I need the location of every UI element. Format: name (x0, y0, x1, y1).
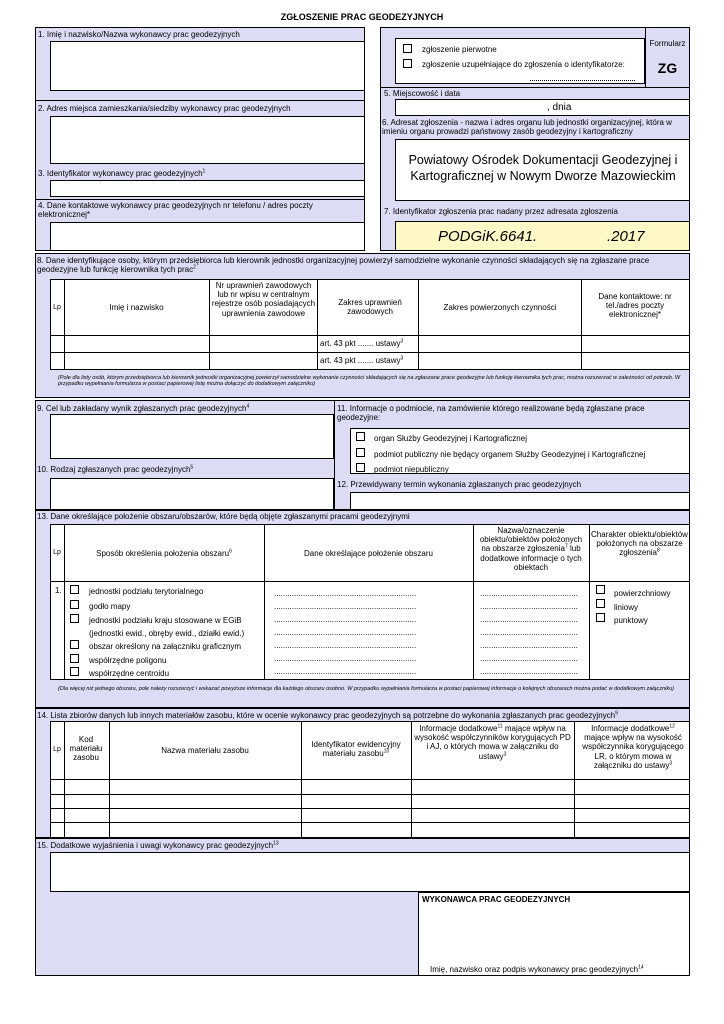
table-row-line (50, 822, 690, 823)
option-supplement-label: zgłoszenie uzupełniające do zgłoszenia o identyfikatorze: (422, 60, 625, 69)
work-type-field[interactable] (50, 478, 334, 510)
applicant-identifier-field[interactable] (50, 180, 365, 197)
col-contact: Dane kontaktowe: nr tel./adres poczty elektronicznej* (598, 292, 672, 320)
section-1-label: 1. Imię i nazwisko/Nazwa wykonawcy prac geodezyjnych (38, 30, 240, 39)
checkbox-supplement[interactable] (403, 59, 412, 68)
checkbox-client-public[interactable] (356, 448, 365, 457)
divider (334, 400, 335, 510)
license-scope-cell-2[interactable]: art. 43 pkt ....... ustawy$^3$ (320, 355, 404, 365)
character-option-2: liniowy (614, 603, 639, 612)
section-8-note: (Pole dla listy osób, którym przedsiębiorca lub kierownik jednostki organizacyjnej powierzył samodzielne wykonanie czynności składających się na zgłaszane prace geodezyjne lub funkcję kierownika tych prac, można rozszerzać w zależności od potrzeb. W przypadku wypełniania formularza w postaci papierowej listę można dołączyć do dodatkowym załączniku) (58, 375, 681, 388)
character-option-1: powierzchniowy (614, 589, 671, 598)
table-col-line (473, 524, 474, 680)
table-col-line (64, 524, 65, 680)
col-lp: Lp (53, 746, 61, 753)
row-number: 1. (55, 586, 62, 595)
divider (35, 199, 365, 200)
checkbox-graphic-attachment[interactable] (70, 640, 79, 649)
deadline-field[interactable] (350, 492, 690, 510)
remarks-field[interactable] (50, 852, 690, 892)
section-4-label: 4. Dane kontaktowe wykonawcy prac geodezyjnych nr telefonu / adres poczty elektronicznej* (38, 201, 313, 220)
col-material-id: Identyfikator ewidencyjny materiału zasobu$^{10}$ (311, 740, 401, 759)
table-row-line (50, 808, 690, 809)
table-col-line (264, 524, 265, 680)
checkbox-egib-units[interactable] (70, 614, 79, 623)
checkbox-original[interactable] (403, 44, 412, 53)
area-data-line[interactable]: ................................................................ (274, 602, 417, 611)
col-method: Sposób określenia położenia obszaru$^6$ (96, 548, 232, 558)
col-lp: Lp (53, 549, 61, 556)
table-row-line (50, 779, 690, 780)
checkbox-centroid-coords[interactable] (70, 667, 79, 676)
signature-box[interactable] (418, 892, 690, 976)
table-col-line (589, 524, 590, 680)
client-option-2: podmiot publiczny nie będący organem Służby Geodezyjnej i Kartograficznej (374, 450, 646, 459)
client-option-1: organ Służby Geodezyjnej i Kartograficznej (374, 434, 527, 443)
table-row-line (50, 352, 690, 353)
client-option-3: podmiot niepubliczny (374, 465, 449, 474)
col-material-name: Nazwa materiału zasobu (161, 746, 249, 755)
section-9-label: 9. Cel lub zakładany wynik zgłaszanych prac geodezyjnych$^4$ (37, 403, 250, 413)
col-area-data: Dane określające położenie obszaru (304, 549, 433, 558)
method-option-3-detail: (jednostki ewid., obręby ewid., działki ewid.) (89, 629, 245, 638)
identifier-prefix: PODGiK.6641. (438, 228, 538, 245)
place-date-field[interactable] (395, 99, 690, 116)
object-name-line[interactable]: ............................................ (480, 615, 578, 624)
object-name-line[interactable]: ............................................ (480, 654, 578, 663)
section-14-label: 14. Lista zbiorów danych lub innych materiałów zasobu, które w ocenie wykonawcy prac geodezyjnych są potrzebne do wykonania zgłaszanych prac geodezyjnych$^9$ (37, 710, 618, 720)
col-tasks: Zakres powierzonych czynności (443, 303, 557, 312)
checkbox-polygon-coords[interactable] (70, 654, 79, 663)
col-lp: Lp (53, 304, 61, 311)
object-name-line[interactable]: ............................................ (480, 589, 578, 598)
applicant-contact-field[interactable] (50, 222, 365, 251)
table-row-line (50, 794, 690, 795)
recipient-value: Powiatowy Ośrodek Dokumentacji Geodezyjnej i Kartograficznej w Nowym Dworze Mazowieckim (408, 153, 678, 183)
table-col-line (418, 279, 419, 370)
section-7-label: 7. Identyfikator zgłoszenia prac nadany przez adresata zgłoszenia (384, 207, 618, 216)
area-data-line[interactable]: ................................................................ (274, 641, 417, 650)
area-data-line[interactable]: ................................................................ (274, 589, 417, 598)
area-data-line[interactable]: ................................................................ (274, 628, 417, 637)
section-15-label: 15. Dodatkowe wyjaśnienia i uwagi wykonawcy prac geodezyjnych$^{13}$ (37, 840, 279, 850)
form-label: Formularz (649, 39, 686, 48)
area-data-line[interactable]: ................................................................ (274, 654, 417, 663)
method-option-3: jednostki podziału kraju stosowane w EGiB (89, 616, 242, 625)
col-license-scope: Zakres uprawnień zawodowych (338, 298, 402, 317)
method-option-5: współrzędne poligonu (89, 656, 167, 665)
applicant-address-field[interactable] (50, 116, 365, 164)
method-option-2: godło mapy (89, 602, 131, 611)
checkbox-client-organ[interactable] (356, 432, 365, 441)
checkbox-territorial-unit[interactable] (70, 585, 79, 594)
col-info-lr: Informacje dodatkowe$^{12}$ mające wpływ na wysokość współczynnika korygującego LR, o którym mowa w załączniku do ustawy$^3$ (582, 723, 684, 770)
signature-label: Imię, nazwisko oraz podpis wykonawcy prac geodezyjnych$^{14}$ (430, 964, 644, 974)
divider (35, 100, 365, 101)
section-13-note: (Dla więcej niż jednego obszaru, pole należy rozszerzyć i wskazać powyższe informacje dla każdego obszaru osobno. W przypadku wypełniania formularza w postaci papierowej informacje o kolejnych obszarach można podać w dodatkowym załączniku) (58, 686, 674, 692)
table-row-line (50, 581, 690, 582)
area-data-line[interactable]: ................................................................ (274, 615, 417, 624)
section-2-label: 2. Adres miejsca zamieszkania/siedziby wykonawcy prac geodezyjnych (38, 104, 291, 113)
applicant-name-field[interactable] (50, 41, 365, 91)
method-option-4: obszar określony na załączniku graficznym (89, 642, 242, 651)
table-col-line (317, 279, 318, 370)
col-material-code: Kod materiału zasobu (69, 735, 103, 763)
section-3-label: 3. Identyfikator wykonawcy prac geodezyjnych$^1$ (38, 168, 206, 178)
license-scope-cell-1[interactable]: art. 43 pkt ....... ustawy$^3$ (320, 338, 404, 348)
section-8-label: 8. Dane identyfikujące osoby, którym przedsiębiorca lub kierownik jednostki organizacyjnej powierzył samodzielne wykonanie czynności składających się na zgłaszane prace geodezyjne lub funkcję kierownika tych prac$^2$ (37, 256, 650, 275)
section-13-label: 13. Dane określające położenie obszaru/obszarów, które będą objęte zgłaszanymi pracami geodezyjnymi (37, 512, 410, 521)
col-license-no: Nr uprawnień zawodowych lub nr wpisu w centralnym rejestrze osób posiadających uprawnienia zawodowe (211, 281, 316, 318)
object-name-line[interactable]: ............................................ (480, 667, 578, 676)
method-option-6: współrzędne centroidu (89, 669, 170, 678)
section-5-label: 5. Miejscowość i data (384, 89, 461, 98)
method-option-1: jednostki podziału terytorialnego (89, 587, 204, 596)
purpose-field[interactable] (50, 414, 334, 459)
col-object-character: Charakter obiektu/obiektów położonych na obszarze zgłoszenia$^8$ (591, 530, 688, 558)
table-col-line (64, 279, 65, 370)
section-10-label: 10. Rodzaj zgłaszanych prac geodezyjnych$^5$ (37, 464, 194, 474)
section-6-label: 6. Adresat zgłoszenia - nazwa i adres organu lub jednostki organizacyjnej, która w imieniu organu prowadzi państwowy zasób geodezyjny i kartograficzny (382, 118, 672, 137)
col-object-name: Nazwa/oznaczenie obiektu/obiektów położonych na obszarze zgłoszenia$^7$ lub dodatkowe informacje o tych obiektach (479, 526, 583, 572)
object-name-line[interactable]: ............................................ (480, 628, 578, 637)
character-option-3: punktowy (614, 616, 648, 625)
date-suffix: , dnia (547, 102, 572, 113)
option-original-label: zgłoszenie pierwotne (422, 45, 497, 54)
page-title: ZGŁOSZENIE PRAC GEODEZYJNYCH (280, 12, 444, 22)
divider (380, 87, 690, 88)
area-data-line[interactable]: ................................................................ (274, 667, 417, 676)
col-info-pd-aj: Informacje dodatkowe$^{11}$ mające wpływ na wysokość współczynników korygujących PD i AJ, o których mowa w załączniku do ustawy$^3$ (414, 723, 571, 761)
checkbox-map-sheet[interactable] (70, 600, 79, 609)
form-code: ZG (657, 60, 678, 76)
section-12-label: 12. Przewidywany termin wykonania zgłaszanych prac geodezyjnych (337, 480, 582, 489)
supplement-id-line[interactable] (530, 80, 635, 81)
checkbox-linear[interactable] (596, 599, 605, 608)
checkbox-client-private[interactable] (356, 463, 365, 472)
signature-title: WYKONAWCA PRAC GEODEZYJNYCH (422, 895, 571, 904)
object-name-line[interactable]: ............................................ (480, 602, 578, 611)
checkbox-point[interactable] (596, 613, 605, 622)
col-name: Imię i nazwisko (109, 303, 164, 312)
table-row-line (50, 335, 690, 336)
divider (645, 27, 646, 87)
object-name-line[interactable]: ............................................ (480, 641, 578, 650)
checkbox-areal[interactable] (596, 585, 605, 594)
table-col-line (581, 279, 582, 370)
identifier-year: .2017 (607, 228, 645, 245)
section-11-label: 11. Informacje o podmiocie, na zamówienie którego realizowane będą zgłaszane prace geodezyjne: (337, 404, 645, 423)
